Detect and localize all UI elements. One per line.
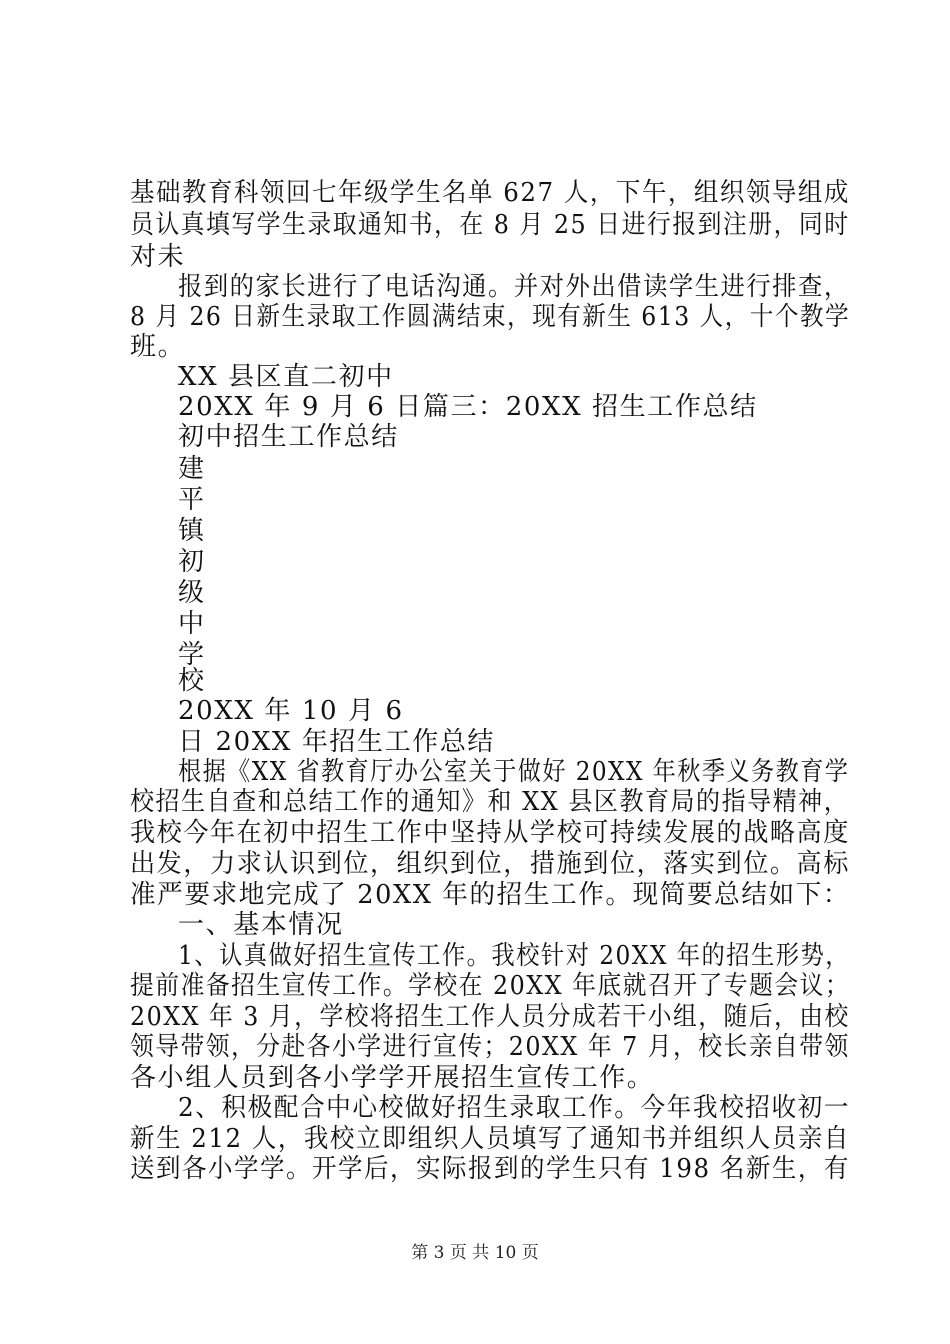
text-line: 20XX 年 9 月 6 日篇三：20XX 招生工作总结 (178, 392, 758, 422)
text-line: 校 (178, 666, 206, 696)
text-line: XX 县区直二初中 (178, 362, 394, 392)
page-footer: 第 3 页 共 10 页 (411, 1243, 539, 1263)
text-line: 基础教育科领回七年级学生名单 627 人，下午，组织领导组成 (130, 178, 850, 208)
text-line: 初 (178, 547, 206, 577)
text-line: 20XX 年 10 月 6 (178, 696, 404, 726)
text-line: 镇 (178, 516, 206, 546)
text-line: 我校今年在初中招生工作中坚持从学校可持续发展的战略高度 (130, 818, 850, 848)
text-line: 学 (178, 640, 206, 670)
text-line: 准严要求地完成了 20XX 年的招生工作。现简要总结如下： (130, 880, 851, 910)
text-line: 20XX 年 3 月，学校将招生工作人员分成若干小组，随后，由校 (130, 1002, 850, 1032)
text-line: 平 (178, 485, 206, 515)
text-line: 日 20XX 年招生工作总结 (178, 727, 496, 757)
text-line: 2、积极配合中心校做好招生录取工作。今年我校招收初一 (178, 1093, 851, 1123)
text-line: 一、基本情况 (178, 910, 344, 940)
text-line: 报到的家长进行了电话沟通。并对外出借读学生进行排查， (178, 272, 850, 302)
text-line: 送到各小学学。开学后，实际报到的学生只有 198 名新生，有 (130, 1154, 850, 1184)
text-line: 提前准备招生宣传工作。学校在 20XX 年底就召开了专题会议； (130, 971, 851, 1001)
text-line: 初中招生工作总结 (178, 422, 399, 452)
text-line: 领导带领，分赴各小学进行宣传；20XX 年 7 月，校长亲自带领 (130, 1032, 850, 1062)
text-line: 新生 212 人，我校立即组织人员填写了通知书并组织人员亲自 (130, 1124, 850, 1154)
text-line: 员认真填写学生录取通知书，在 8 月 25 日进行报到注册，同时 (130, 210, 850, 240)
text-line: 中 (178, 609, 206, 639)
text-line: 出发，力求认识到位，组织到位，措施到位，落实到位。高标 (130, 849, 850, 879)
text-line: 8 月 26 日新生录取工作圆满结束，现有新生 613 人，十个教学 (130, 302, 851, 332)
text-line: 对未 (130, 242, 186, 272)
text-line: 各小组人员到各小学学开展招生宣传工作。 (130, 1063, 655, 1093)
text-line: 建 (178, 454, 206, 484)
text-line: 班。 (130, 332, 186, 362)
text-line: 1、认真做好招生宣传工作。我校针对 20XX 年的招生形势， (178, 941, 851, 971)
text-line: 级 (178, 578, 206, 608)
text-line: 校招生自查和总结工作的通知》和 XX 县区教育局的指导精神， (130, 787, 850, 817)
text-line: 根据《XX 省教育厅办公室关于做好 20XX 年秋季义务教育学 (178, 757, 850, 787)
